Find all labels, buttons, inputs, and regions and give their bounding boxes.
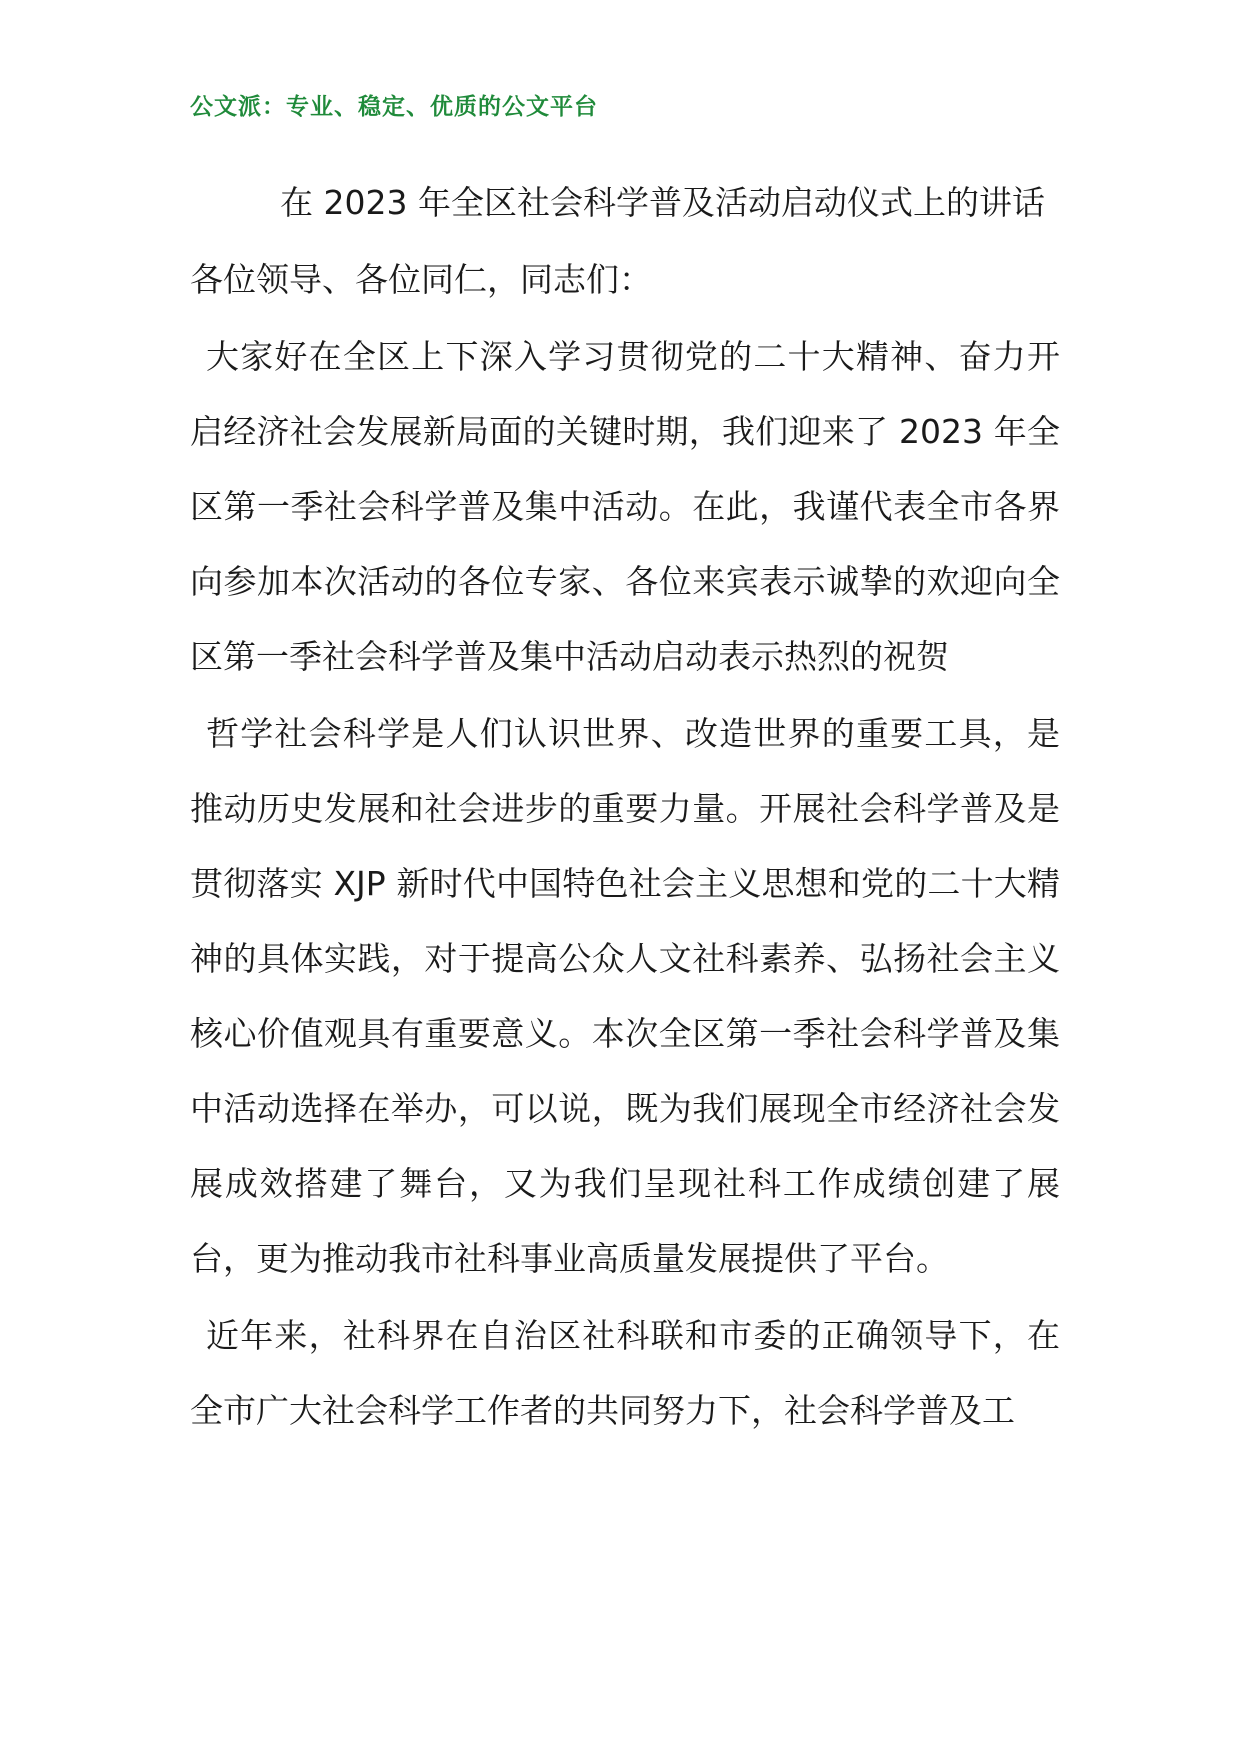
paragraph-2: 哲学社会科学是人们认识世界、改造世界的重要工具，是推动历史发展和社会进步的重要力量。开展社会科学普及是贯彻落实 XJP 新时代中国特色社会主义思想和党的二十大精神的具体实践，对于提高公众人文社科素养、弘扬社会主义核心价值观具有重要意义。本次全区第一季社会科学普及集中活动选择在举办，可以说，既为我们展现全市经济社会发展成效搭建了舞台，又为我们呈现社科工作成绩创建了展台，更为推动我市社科事业高质量发展提供了平台。	[190, 714, 1060, 1278]
paragraph-3: 近年来，社科界在自治区社科联和市委的正确领导下，在全市广大社会科学工作者的共同努力下，社会科学普及工	[190, 1316, 1060, 1430]
document-title: 在 2023 年全区社会科学普及活动启动仪式上的讲话	[280, 183, 1045, 222]
salutation: 各位领导、各位同仁，同志们：	[190, 260, 652, 299]
document-body	[190, 165, 1060, 1448]
paragraph-1: 大家好在全区上下深入学习贯彻党的二十大精神、奋力开启经济社会发展新局面的关键时期，我们迎来了 2023 年全区第一季社会科学普及集中活动。在此，我谨代表全市各界向参加本次活动的各位专家、各位来宾表示诚挚的欢迎向全区第一季社会科学普及集中活动启动表示热烈的祝贺	[190, 337, 1060, 676]
brand-header: 公文派：专业、稳定、优质的公文平台	[190, 93, 598, 120]
